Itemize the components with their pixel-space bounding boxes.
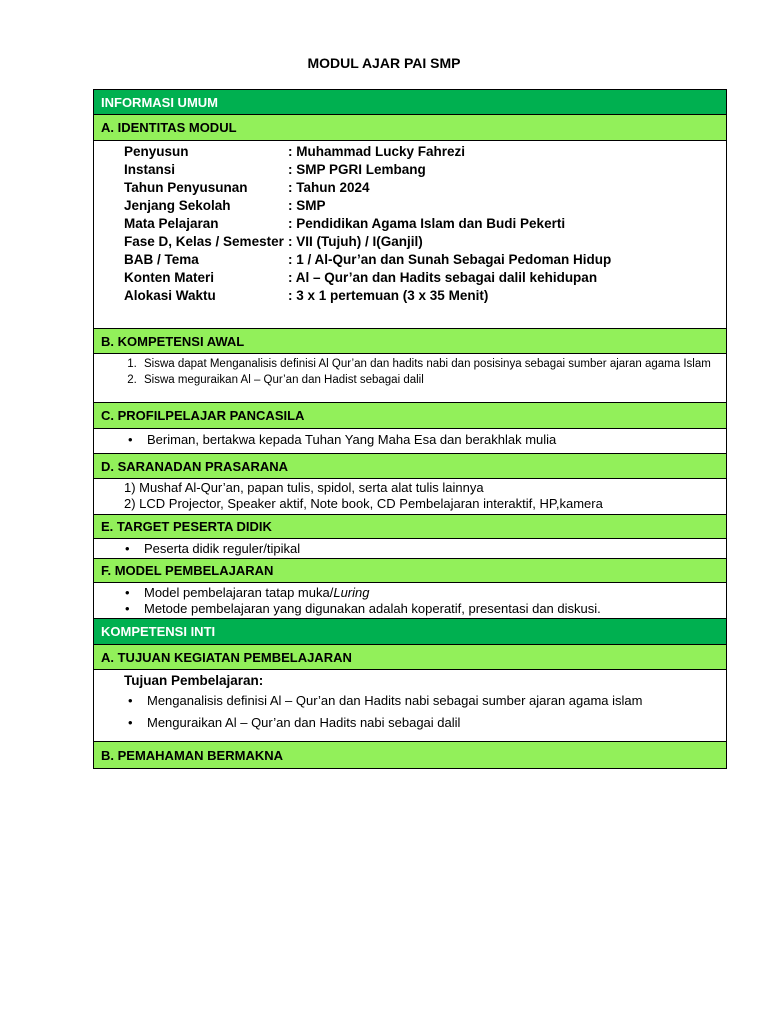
bullet-icon: • <box>125 541 130 556</box>
list-item: • Metode pembelajaran yang digunakan adalah koperatif, presentasi dan diskusi. <box>125 601 601 616</box>
model-list <box>94 585 726 617</box>
pemahaman-header: B. PEMAHAMAN BERMAKNA <box>94 742 726 768</box>
model-header: F. MODEL PEMBELAJARAN <box>94 559 726 583</box>
tujuan-body <box>94 670 726 742</box>
sarana-body <box>94 479 726 515</box>
sarana-header: D. SARANADAN PRASARANA <box>94 454 726 479</box>
identitas-row: Mata Pelajaran : Pendidikan Agama Islam dan Budi Pekerti <box>124 216 566 231</box>
profil-header: C. PROFILPELAJAR PANCASILA <box>94 403 726 429</box>
kompetensi-awal-body <box>94 354 726 403</box>
identitas-row: Alokasi Waktu : 3 x 1 pertemuan (3 x 35 Menit) <box>124 288 489 303</box>
model-body <box>94 583 726 619</box>
identitas-row: Instansi : SMP PGRI Lembang <box>124 162 426 177</box>
tujuan-header: A. TUJUAN KEGIATAN PEMBELAJARAN <box>94 645 726 670</box>
tujuan-list <box>94 690 726 734</box>
list-item: 2) LCD Projector, Speaker aktif, Note book, CD Pembelajaran interaktif, HP,kamera <box>124 496 603 511</box>
list-item: 2. Siswa meguraikan Al – Qur’an dan Hadist sebagai dalil <box>140 372 726 388</box>
list-item: 1. Siswa dapat Menganalisis definisi Al Qur’an dan hadits nabi dan posisinya sebagai sumber ajaran agama Islam <box>140 356 726 372</box>
profil-list <box>94 432 726 447</box>
bullet-icon: • <box>125 585 130 600</box>
list-item: • Menganalisis definisi Al – Qur’an dan Hadits nabi sebagai sumber ajaran agama islam <box>147 690 726 712</box>
section-kompetensi-inti: KOMPETENSI INTI <box>94 619 726 645</box>
identitas-row: Konten Materi : Al – Qur’an dan Hadits sebagai dalil kehidupan <box>124 270 598 285</box>
list-item: • Peserta didik reguler/tipikal <box>125 541 301 556</box>
list-item: 1) Mushaf Al-Qur’an, papan tulis, spidol, serta alat tulis lainnya <box>124 480 484 495</box>
bullet-icon: • <box>128 693 133 708</box>
target-list <box>94 541 726 556</box>
bullet-icon: • <box>125 601 130 616</box>
list-item: • Beriman, bertakwa kepada Tuhan Yang Maha Esa dan berakhlak mulia <box>128 432 557 447</box>
list-item: • Menguraikan Al – Qur’an dan Hadits nabi sebagai dalil <box>147 712 726 734</box>
identitas-body <box>94 141 726 329</box>
module-table <box>93 89 727 769</box>
profil-body <box>94 429 726 454</box>
identitas-row: Jenjang Sekolah : SMP <box>124 198 326 213</box>
bullet-icon: • <box>128 715 133 730</box>
kompetensi-awal-header: B. KOMPETENSI AWAL <box>94 329 726 354</box>
document-title: MODUL AJAR PAI SMP <box>307 55 461 71</box>
tujuan-subtitle: Tujuan Pembelajaran: <box>124 673 264 688</box>
identitas-row: Fase D, Kelas / Semester : VII (Tujuh) / I(Ganjil) <box>124 234 423 249</box>
section-informasi-umum: INFORMASI UMUM <box>94 90 726 115</box>
bullet-icon: • <box>128 432 133 447</box>
list-item: • Model pembelajaran tatap muka/Luring <box>125 585 370 600</box>
target-body <box>94 539 726 559</box>
identitas-row: Tahun Penyusunan : Tahun 2024 <box>124 180 370 195</box>
target-header: E. TARGET PESERTA DIDIK <box>94 515 726 539</box>
identitas-row: BAB / Tema : 1 / Al-Qur’an dan Sunah Sebagai Pedoman Hidup <box>124 252 612 267</box>
identitas-row: Penyusun : Muhammad Lucky Fahrezi <box>124 144 466 159</box>
kompetensi-awal-list <box>94 356 726 388</box>
identitas-header: A. IDENTITAS MODUL <box>94 115 726 141</box>
